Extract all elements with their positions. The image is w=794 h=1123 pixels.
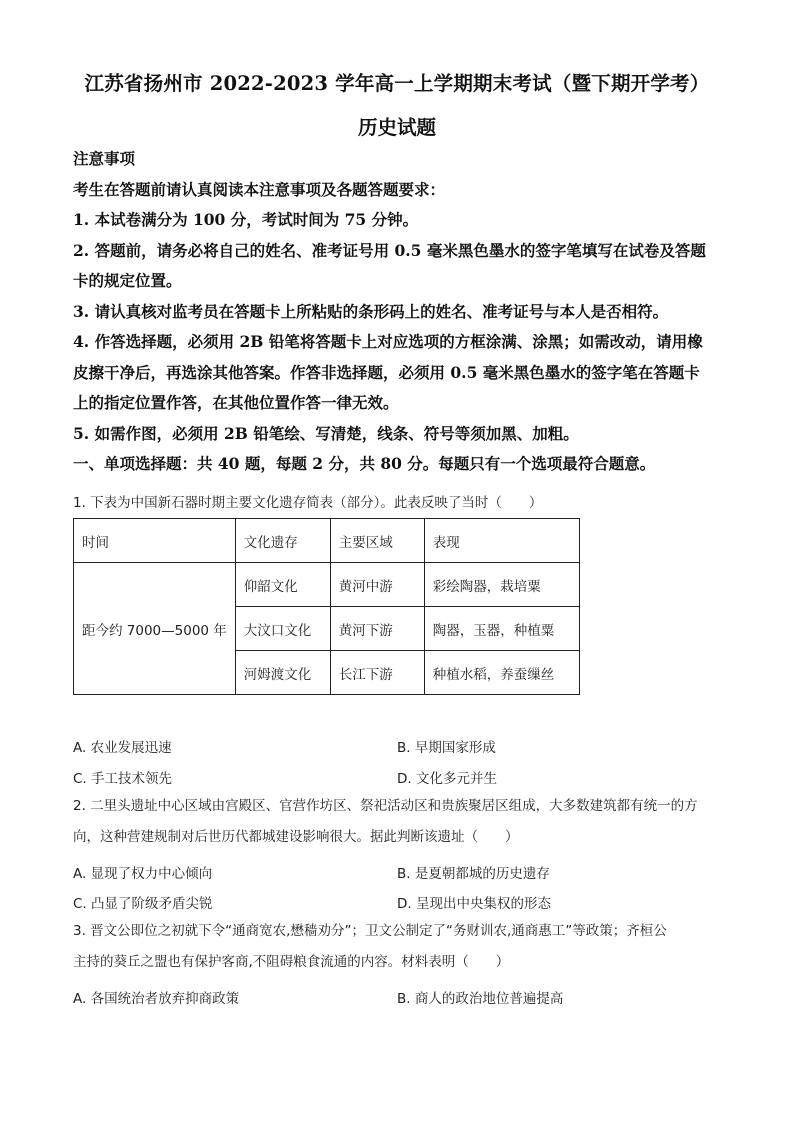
question-2-option-a: A. 显现了权力中心倾向: [73, 866, 213, 882]
exam-subtitle: 历史试题: [357, 116, 436, 139]
table-header-cell: 文化遗存: [235, 519, 330, 563]
table-header-row: [74, 519, 580, 563]
notice-heading: 注意事项: [73, 149, 136, 168]
notice-line: 1. 本试卷满分为 100 分，考试时间为 75 分钟。: [73, 210, 419, 229]
table-cell: 河姆渡文化: [235, 651, 330, 695]
table-cell: 黄河中游: [330, 563, 424, 607]
question-2-option-c: C. 凸显了阶级矛盾尖锐: [73, 896, 213, 912]
notice-section: [73, 144, 723, 480]
question-text: 向，这种营建规制对后世历代都城建设影响很大。据此判断该遗址（ ）: [73, 829, 519, 845]
table-cell: 彩绘陶器，栽培粟: [424, 563, 579, 607]
notice-line: 5. 如需作图，必须用 2B 铅笔绘、写清楚，线条、符号等须加黑、加粗。: [73, 423, 579, 443]
table-cell: 大汶口文化: [235, 607, 330, 651]
notice-line: 皮擦干净后，再选涂其他答案。作答非选择题，必须用 0.5 毫米黑色墨水的签字笔在答题卡: [73, 362, 700, 382]
table-cell: 仰韶文化: [235, 563, 330, 607]
culture-table: [73, 518, 580, 695]
question-1-option-a: A. 农业发展迅速: [73, 740, 172, 756]
table-cell: 黄河下游: [330, 607, 424, 651]
notice-line: 4. 作答选择题，必须用 2B 铅笔将答题卡上对应选项的方框涂满、涂黑；如需改动，请用橡: [73, 332, 703, 351]
question-1-option-c: C. 手工技术领先: [73, 771, 173, 787]
table-header-cell: 表现: [424, 519, 579, 563]
table-header-cell: 主要区域: [330, 519, 424, 563]
question-text: 1. 下表为中国新石器时期主要文化遗存简表（部分）。此表反映了当时（ ）: [73, 495, 543, 511]
notice-line: 考生在答题前请认真阅读本注意事项及各题答题要求：: [73, 179, 446, 199]
question-text: 2. 二里头遗址中心区域由宫殿区、官营作坊区、祭祀活动区和贵族聚居区组成，大多数建筑都有统一的方: [73, 798, 698, 814]
exam-title: 江苏省扬州市 2022-2023 学年高一上学期期末考试（暨下期开学考）: [84, 72, 710, 95]
question-3-option-a: A. 各国统治者放弃抑商政策: [73, 991, 240, 1007]
notice-line: 3. 请认真核对监考员在答题卡上所粘贴的条形码上的姓名、准考证号与本人是否相符。: [73, 301, 669, 321]
question-2-option-d: D. 呈现出中央集权的形态: [397, 896, 551, 912]
question-2-stem: [73, 791, 723, 853]
notice-line: 上的指定位置作答，在其他位置作答一律无效。: [73, 393, 399, 412]
notice-line: 2. 答题前，请务必将自己的姓名、准考证号用 0.5 毫米黑色墨水的签字笔填写在试卷及答题: [73, 240, 706, 260]
question-1-option-b: B. 早期国家形成: [397, 740, 496, 756]
question-2-option-b: B. 是夏朝都城的历史遗存: [397, 866, 550, 882]
table-cell: 种植水稻，养蚕缫丝: [424, 651, 579, 695]
table-cell: 长江下游: [330, 651, 424, 695]
table-row: [74, 563, 580, 607]
table-cell: 陶器，玉器，种植粟: [424, 607, 579, 651]
question-1-option-d: D. 文化多元并生: [397, 771, 497, 787]
section-heading: 一、单项选择题：共 40 题，每题 2 分，共 80 分。每题只有一个选项最符合题意。: [73, 454, 656, 473]
table-period-cell: 距今约 7000—5000 年: [74, 563, 236, 695]
question-text: 3. 晋文公即位之初就下令“通商宽农,懋穑劝分”；卫文公制定了“务财训农,通商惠工”等政策；齐桓公: [73, 923, 667, 939]
question-text: 主持的葵丘之盟也有保护客商,不阻碍粮食流通的内容。材料表明（ ）: [73, 954, 510, 970]
question-3-stem: [73, 916, 723, 978]
question-3-option-b: B. 商人的政治地位普遍提高: [397, 991, 564, 1007]
question-1-stem: [73, 488, 723, 519]
notice-line: 卡的规定位置。: [73, 271, 182, 290]
table-header-cell: 时间: [74, 519, 236, 563]
